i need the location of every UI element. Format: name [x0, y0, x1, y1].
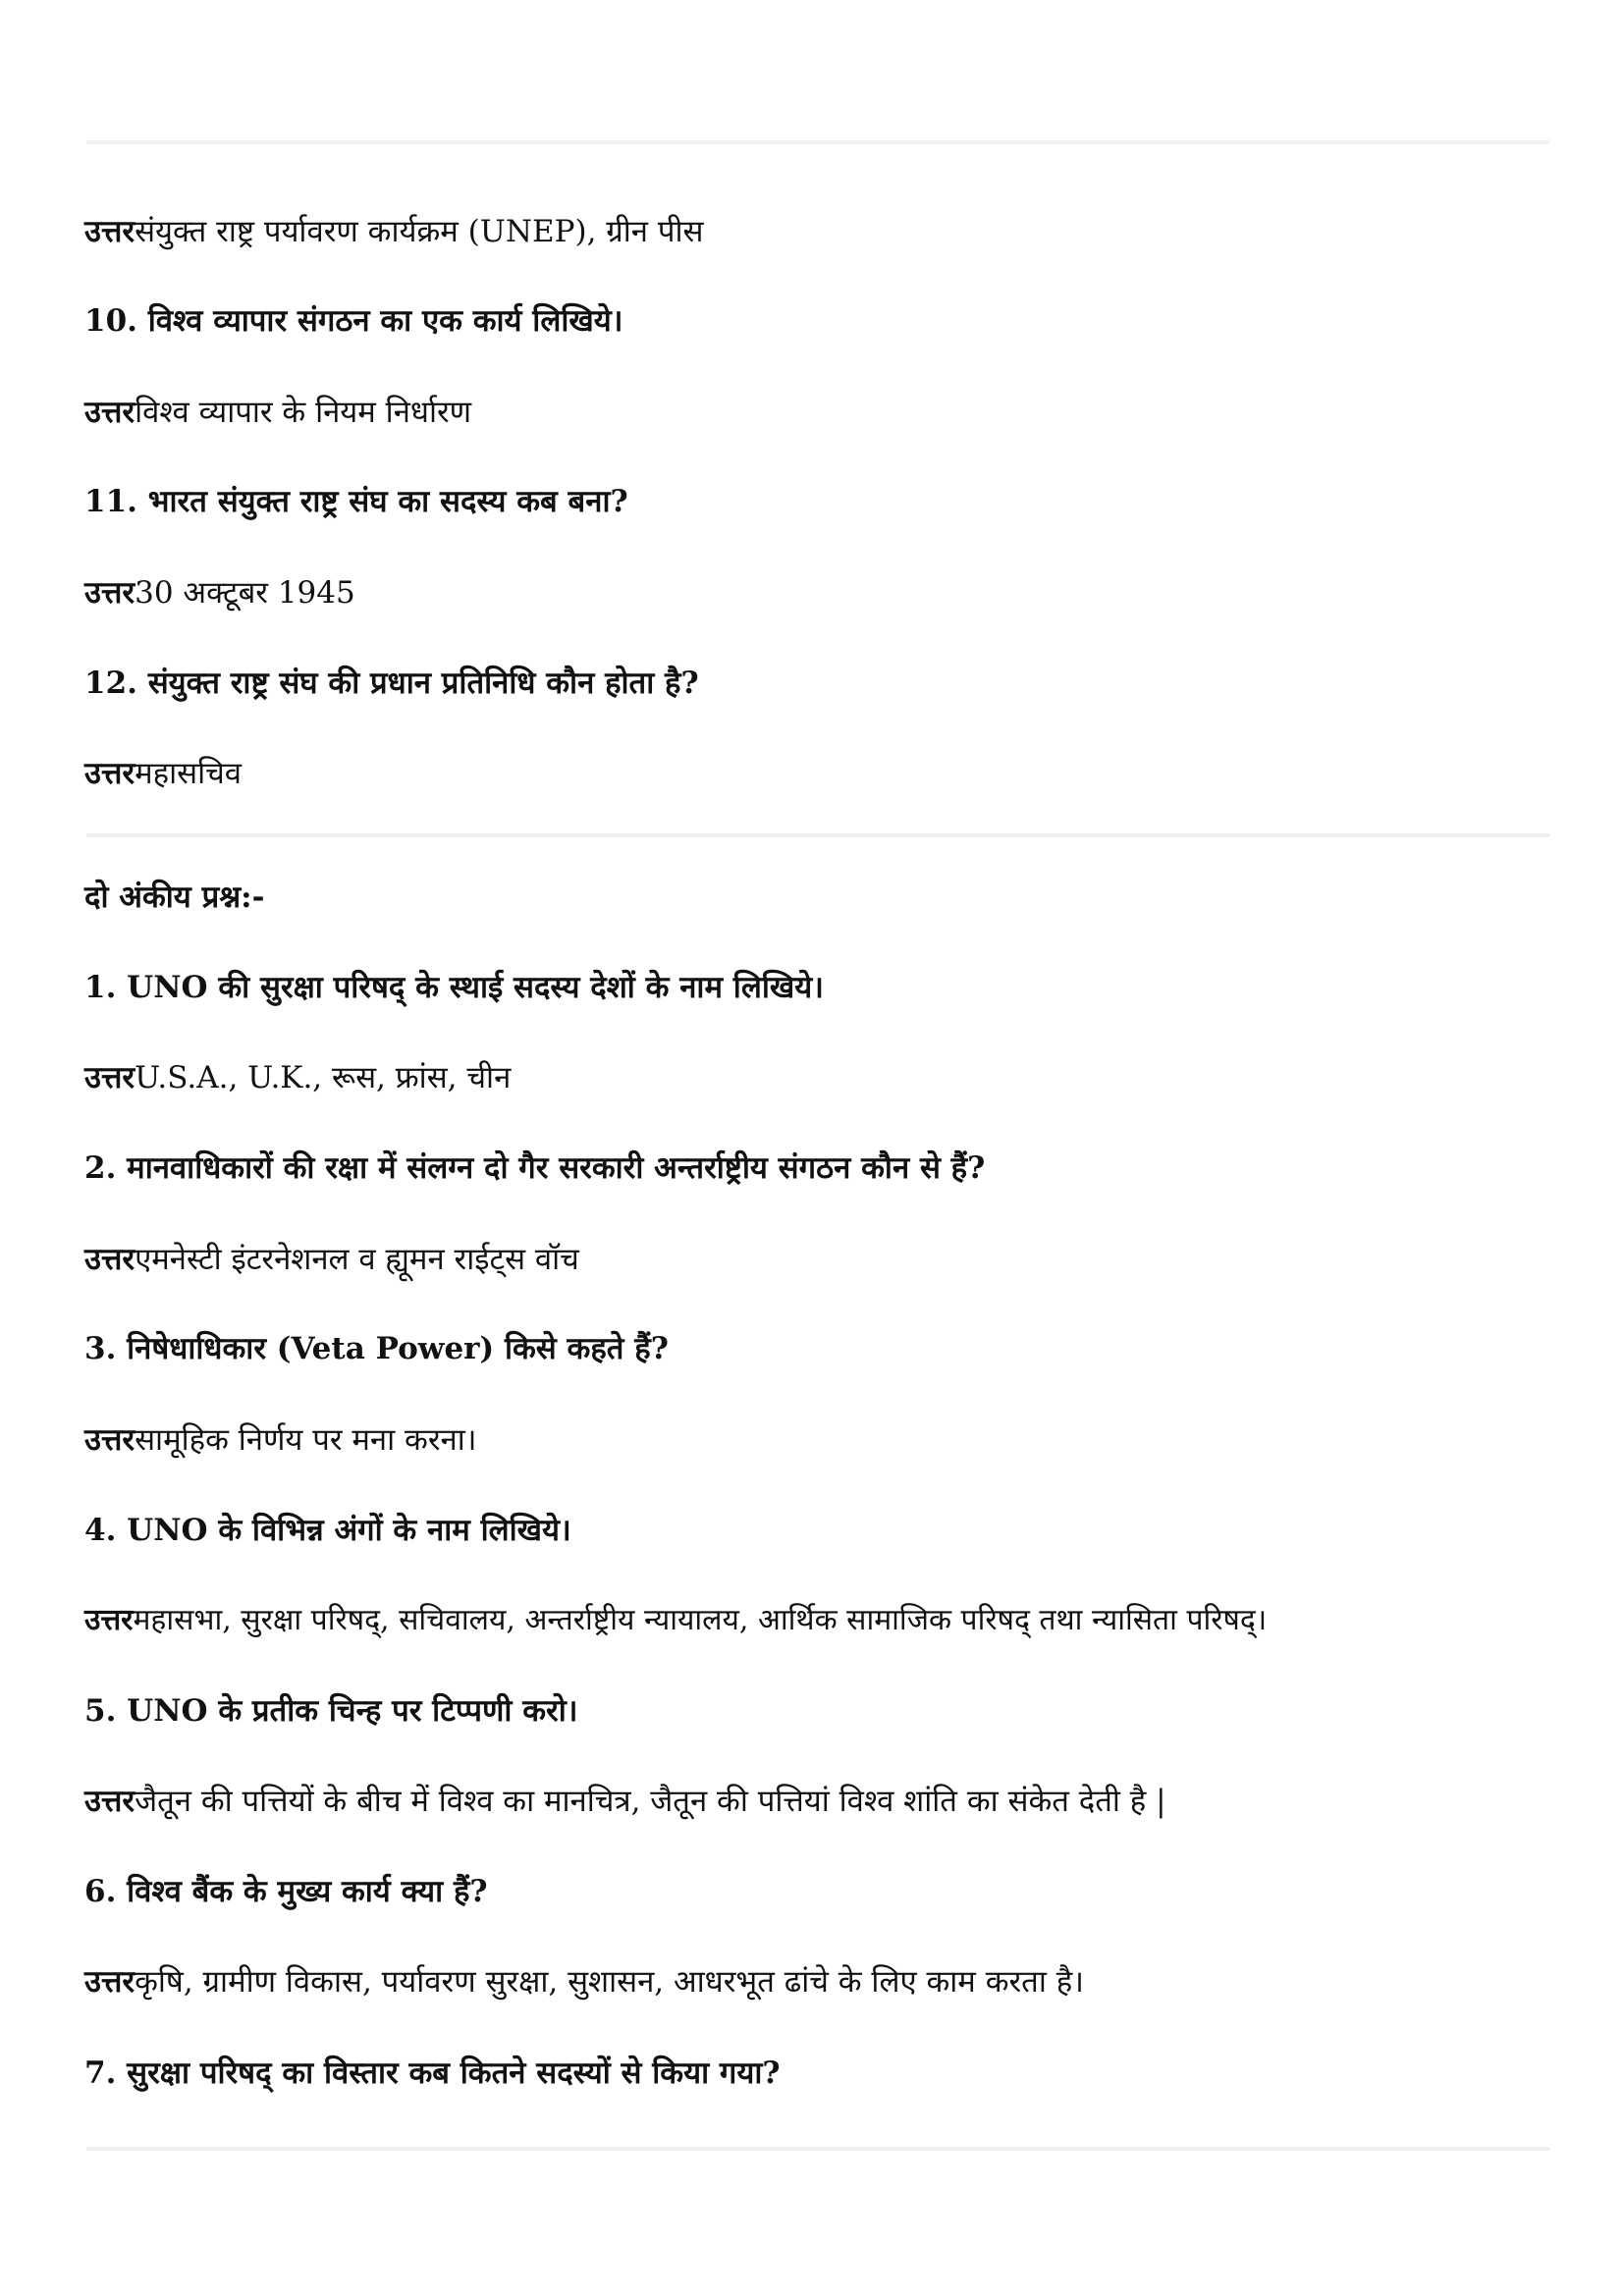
answer-label: उत्तर — [84, 1603, 134, 1637]
answer-line — [84, 1601, 1267, 1640]
question-2: 2. मानवाधिकारों की रक्षा में संलग्न दो गैर सरकारी अन्तर्राष्ट्रीय संगठन कौन से हैं? — [84, 1150, 986, 1186]
divider-bottom — [86, 2147, 1549, 2151]
section-heading: दो अंकीय प्रश्न:- — [84, 880, 265, 915]
answer-line — [84, 212, 703, 251]
question-5: 5. UNO के प्रतीक चिन्ह पर टिप्पणी करो। — [84, 1693, 578, 1729]
answer-line — [84, 393, 471, 432]
answer-text: जैतून की पत्तियों के बीच में विश्व का मानचित्र, जैतून की पत्तियां विश्व शांति का संकेत देती है | — [135, 1784, 1166, 1819]
answer-line — [84, 1782, 1166, 1821]
answer-line — [84, 1962, 1084, 2002]
answer-label: उत्तर — [84, 214, 135, 249]
answer-line — [84, 1420, 477, 1460]
answer-label: उत्तर — [84, 1964, 135, 2000]
answer-label: उत्तर — [84, 395, 135, 430]
answer-line — [84, 1058, 511, 1097]
answer-text: एमनेस्टी इंटरनेशनल व ह्यूमन राईट्स वॉच — [135, 1242, 579, 1277]
answer-text: विश्व व्यापार के नियम निर्धारण — [135, 395, 472, 430]
question-6: 6. विश्व बैंक के मुख्य कार्य क्या हैं? — [84, 1874, 488, 1909]
answer-label: उत्तर — [84, 1060, 135, 1095]
question-1: 1. UNO की सुरक्षा परिषद् के स्थाई सदस्य देशों के नाम लिखिये। — [84, 970, 824, 1005]
answer-text: महासभा, सुरक्षा परिषद्, सचिवालय, अन्तर्राष्ट्रीय न्यायालय, आर्थिक सामाजिक परिषद् तथा न्यासिता परिषद्। — [133, 1603, 1268, 1637]
answer-text: 30 अक्टूबर 1945 — [135, 575, 355, 611]
answer-label: उत्तर — [84, 756, 135, 791]
answer-text: U.S.A., U.K., रूस, फ्रांस, चीन — [135, 1060, 512, 1095]
divider-middle — [86, 833, 1549, 837]
question-10: 10. विश्व व्यापार संगठन का एक कार्य लिखिये। — [84, 303, 623, 339]
question-12: 12. संयुक्त राष्ट्र संघ की प्रधान प्रतिनिधि कौन होता है? — [84, 666, 699, 701]
answer-label: उत्तर — [84, 575, 135, 611]
answer-line — [84, 573, 355, 613]
answer-label: उत्तर — [84, 1784, 135, 1819]
answer-text: कृषि, ग्रामीण विकास, पर्यावरण सुरक्षा, सुशासन, आधरभूत ढांचे के लिए काम करता है। — [135, 1964, 1084, 2000]
answer-line — [84, 1240, 579, 1279]
question-11: 11. भारत संयुक्त राष्ट्र संघ का सदस्य कब बना? — [84, 484, 628, 519]
question-3: 3. निषेधाधिकार (Veta Power) किसे कहते हैं? — [84, 1331, 669, 1366]
question-7: 7. सुरक्षा परिषद् का विस्तार कब कितने सदस्यों से किया गया? — [84, 2056, 781, 2091]
answer-label: उत्तर — [84, 1242, 135, 1277]
answer-label: उत्तर — [84, 1422, 135, 1458]
answer-text: संयुक्त राष्ट्र पर्यावरण कार्यक्रम (UNEP), ग्रीन पीस — [135, 214, 704, 249]
divider-top — [86, 140, 1549, 144]
question-4: 4. UNO के विभिन्न अंगों के नाम लिखिये। — [84, 1513, 571, 1548]
answer-text: महासचिव — [135, 756, 243, 791]
answer-line — [84, 754, 242, 793]
answer-text: सामूहिक निर्णय पर मना करना। — [135, 1422, 477, 1458]
